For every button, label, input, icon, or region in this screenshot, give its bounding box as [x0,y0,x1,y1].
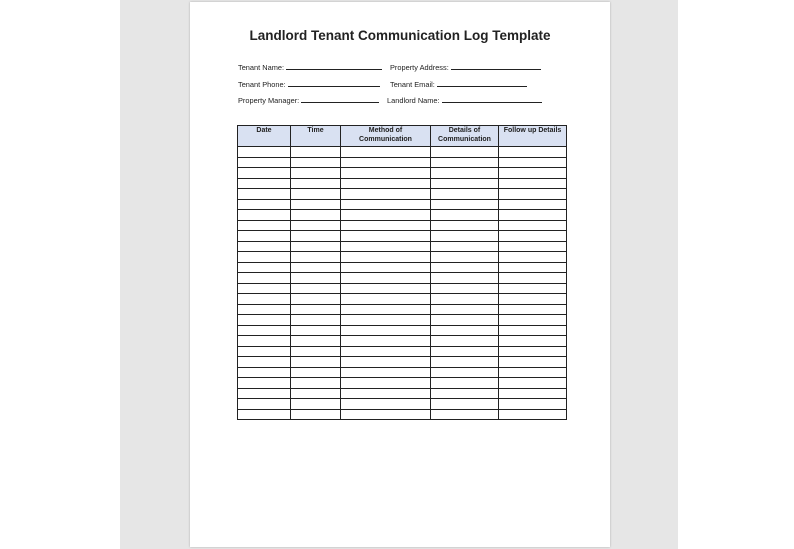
table-cell[interactable] [499,399,567,410]
table-row [238,294,567,305]
table-cell[interactable] [341,241,431,252]
table-cell[interactable] [238,367,291,378]
table-cell[interactable] [291,367,341,378]
table-cell[interactable] [341,283,431,294]
table-cell[interactable] [238,189,291,200]
table-cell[interactable] [291,252,341,263]
table-cell[interactable] [431,304,499,315]
table-row [238,336,567,347]
table-cell[interactable] [341,409,431,420]
property-manager-line[interactable] [301,94,379,103]
table-cell[interactable] [431,378,499,389]
table-cell[interactable] [291,378,341,389]
table-cell[interactable] [238,388,291,399]
table-cell[interactable] [238,315,291,326]
table-cell[interactable] [431,252,499,263]
table-cell[interactable] [341,336,431,347]
table-cell[interactable] [291,388,341,399]
table-cell[interactable] [431,294,499,305]
table-cell[interactable] [499,262,567,273]
table-cell[interactable] [499,378,567,389]
table-cell[interactable] [291,189,341,200]
table-cell[interactable] [238,409,291,420]
table-cell[interactable] [431,315,499,326]
table-cell[interactable] [431,388,499,399]
table-cell[interactable] [431,273,499,284]
tenant-phone-field[interactable] [238,78,380,89]
table-cell[interactable] [499,189,567,200]
tenant-email-label: Tenant Email: [390,80,435,89]
table-row [238,210,567,221]
table-cell[interactable] [341,252,431,263]
header-details: Details of Communication [431,126,499,147]
table-cell[interactable] [291,157,341,168]
table-cell[interactable] [499,168,567,179]
table-header-row [238,126,567,147]
table-row [238,283,567,294]
table-cell[interactable] [291,325,341,336]
table-cell[interactable] [431,283,499,294]
table-cell[interactable] [238,262,291,273]
landlord-name-line[interactable] [442,94,542,103]
table-cell[interactable] [238,168,291,179]
table-cell[interactable] [238,273,291,284]
table-cell[interactable] [341,378,431,389]
table-cell[interactable] [499,388,567,399]
table-cell[interactable] [431,336,499,347]
table-cell[interactable] [499,409,567,420]
table-row [238,241,567,252]
table-cell[interactable] [341,199,431,210]
table-cell[interactable] [431,210,499,221]
table-cell[interactable] [291,210,341,221]
table-cell[interactable] [341,210,431,221]
table-cell[interactable] [291,273,341,284]
table-cell[interactable] [499,273,567,284]
table-cell[interactable] [238,346,291,357]
table-cell[interactable] [238,336,291,347]
table-cell[interactable] [291,231,341,242]
header-method: Method of Communication [341,126,431,147]
table-body [238,147,567,420]
table-cell[interactable] [431,346,499,357]
table-cell[interactable] [341,315,431,326]
table-cell[interactable] [341,147,431,158]
table-cell[interactable] [291,315,341,326]
table-cell[interactable] [291,220,341,231]
table-cell[interactable] [341,325,431,336]
table-cell[interactable] [499,315,567,326]
table-cell[interactable] [341,178,431,189]
property-manager-label: Property Manager: [238,96,300,105]
table-cell[interactable] [238,157,291,168]
table-row [238,304,567,315]
table-cell[interactable] [499,294,567,305]
table-cell[interactable] [291,346,341,357]
table-cell[interactable] [431,220,499,231]
table-row [238,315,567,326]
property-manager-field[interactable] [238,94,379,105]
table-cell[interactable] [499,241,567,252]
table-cell[interactable] [238,231,291,242]
table-cell[interactable] [499,231,567,242]
table-cell[interactable] [238,304,291,315]
table-row [238,399,567,410]
table-cell[interactable] [499,304,567,315]
table-cell[interactable] [238,241,291,252]
table-cell[interactable] [341,388,431,399]
table-cell[interactable] [431,199,499,210]
table-row [238,147,567,158]
table-row [238,189,567,200]
table-cell[interactable] [291,357,341,368]
table-cell[interactable] [291,199,341,210]
table-cell[interactable] [238,199,291,210]
tenant-phone-line[interactable] [288,78,380,87]
table-cell[interactable] [341,157,431,168]
table-cell[interactable] [238,178,291,189]
table-cell[interactable] [341,220,431,231]
table-cell[interactable] [431,409,499,420]
table-cell[interactable] [291,304,341,315]
table-cell[interactable] [291,336,341,347]
table-cell[interactable] [291,294,341,305]
table-row [238,231,567,242]
property-address-line[interactable] [451,61,541,70]
table-row [238,357,567,368]
table-cell[interactable] [499,147,567,158]
table-cell[interactable] [431,325,499,336]
table-row [238,273,567,284]
table-row [238,346,567,357]
tenant-name-field[interactable] [238,61,382,72]
table-cell[interactable] [431,168,499,179]
tenant-name-label: Tenant Name: [238,63,285,72]
table-cell[interactable] [291,262,341,273]
table-cell[interactable] [291,399,341,410]
table-cell[interactable] [291,283,341,294]
table-cell[interactable] [238,147,291,158]
table-cell[interactable] [238,399,291,410]
table-cell[interactable] [341,231,431,242]
table-row [238,220,567,231]
table-cell[interactable] [431,231,499,242]
header-time: Time [291,126,341,147]
table-cell[interactable] [341,189,431,200]
table-cell[interactable] [238,252,291,263]
header-date: Date [238,126,291,147]
communication-log-table [237,125,567,420]
header-follow-up: Follow up Details [499,126,567,147]
table-cell[interactable] [499,220,567,231]
table-cell[interactable] [238,325,291,336]
table-cell[interactable] [431,189,499,200]
table-cell[interactable] [341,346,431,357]
tenant-phone-label: Tenant Phone: [238,80,286,89]
table-cell[interactable] [238,294,291,305]
document-page [190,2,610,547]
table-cell[interactable] [431,178,499,189]
table-row [238,388,567,399]
table-cell[interactable] [291,178,341,189]
landlord-name-field[interactable] [387,94,542,105]
table-cell[interactable] [499,157,567,168]
table-cell[interactable] [431,262,499,273]
table-cell[interactable] [499,367,567,378]
tenant-email-line[interactable] [437,78,527,87]
table-cell[interactable] [431,147,499,158]
table-cell[interactable] [238,378,291,389]
table-cell[interactable] [238,220,291,231]
table-cell[interactable] [291,409,341,420]
table-row [238,262,567,273]
table-cell[interactable] [291,241,341,252]
table-cell[interactable] [499,283,567,294]
table-cell[interactable] [238,357,291,368]
landlord-name-label: Landlord Name: [387,96,440,105]
table-row [238,178,567,189]
table-cell[interactable] [499,199,567,210]
table-cell[interactable] [499,252,567,263]
table-cell[interactable] [431,241,499,252]
table-cell[interactable] [431,399,499,410]
table-row [238,378,567,389]
table-cell[interactable] [431,157,499,168]
table-cell[interactable] [341,294,431,305]
table-cell[interactable] [291,147,341,158]
table-row [238,367,567,378]
table-row [238,325,567,336]
table-cell[interactable] [499,346,567,357]
table-cell[interactable] [341,273,431,284]
table-cell[interactable] [499,210,567,221]
table-row [238,157,567,168]
table-cell[interactable] [238,283,291,294]
table-cell[interactable] [499,325,567,336]
table-cell[interactable] [431,367,499,378]
table-row [238,199,567,210]
table-cell[interactable] [341,367,431,378]
table-cell[interactable] [238,210,291,221]
table-cell[interactable] [499,336,567,347]
table-cell[interactable] [341,399,431,410]
table-row [238,409,567,420]
table-row [238,168,567,179]
property-address-field[interactable] [390,61,541,72]
table-cell[interactable] [499,178,567,189]
table-cell[interactable] [341,168,431,179]
table-cell[interactable] [341,304,431,315]
tenant-name-line[interactable] [286,61,382,70]
table-cell[interactable] [499,357,567,368]
table-cell[interactable] [341,357,431,368]
table-row [238,252,567,263]
tenant-email-field[interactable] [390,78,527,89]
page-title: Landlord Tenant Communication Log Template [249,28,551,43]
table-cell[interactable] [291,168,341,179]
table-cell[interactable] [341,262,431,273]
property-address-label: Property Address: [390,63,449,72]
table-cell[interactable] [431,357,499,368]
